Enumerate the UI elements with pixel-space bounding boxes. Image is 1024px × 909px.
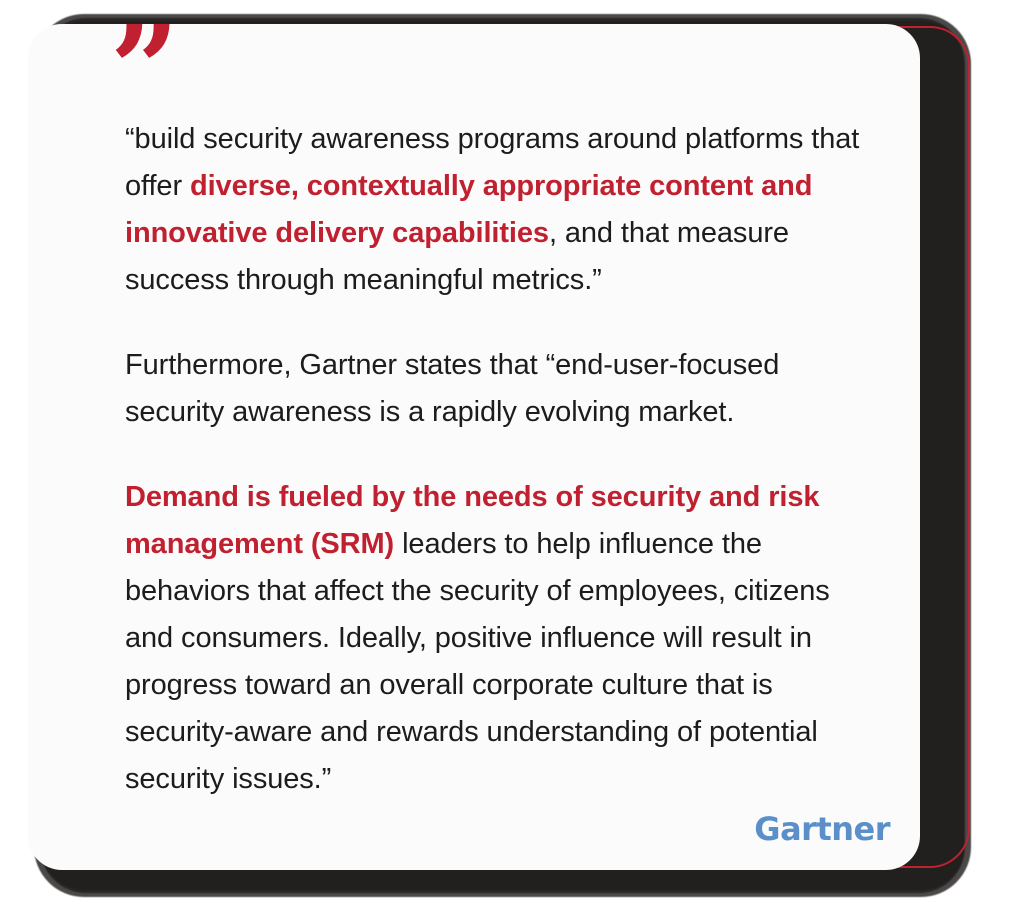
quote-run-emphasis: Demand is fueled by the needs of security and risk management (SRM) — [125, 481, 820, 560]
gartner-logo: Gartner — [754, 810, 890, 848]
quote-body — [125, 116, 885, 803]
quotation-mark-icon: ” — [110, 24, 176, 140]
quote-card — [28, 24, 920, 870]
quote-paragraph-2 — [125, 342, 885, 436]
quote-run: Furthermore, Gartner states that “end-user-focused security awareness is a rapidly evolving market. — [125, 349, 780, 428]
quote-run: leaders to help influence the behaviors that affect the security of employees, citizens and consumers. Ideally, positive influence will result in progress toward an overall corporate culture that is security-aware and rewards understanding of potential security issues.” — [125, 528, 830, 795]
quote-paragraph-1 — [125, 116, 885, 304]
quote-run: , and that measure success through meaningful metrics.” — [125, 217, 789, 296]
quote-run-emphasis: diverse, contextually appropriate content and innovative delivery capabilities — [125, 170, 813, 249]
quote-run: “build security awareness programs around platforms that offer — [125, 123, 860, 202]
quote-paragraph-3 — [125, 474, 885, 803]
